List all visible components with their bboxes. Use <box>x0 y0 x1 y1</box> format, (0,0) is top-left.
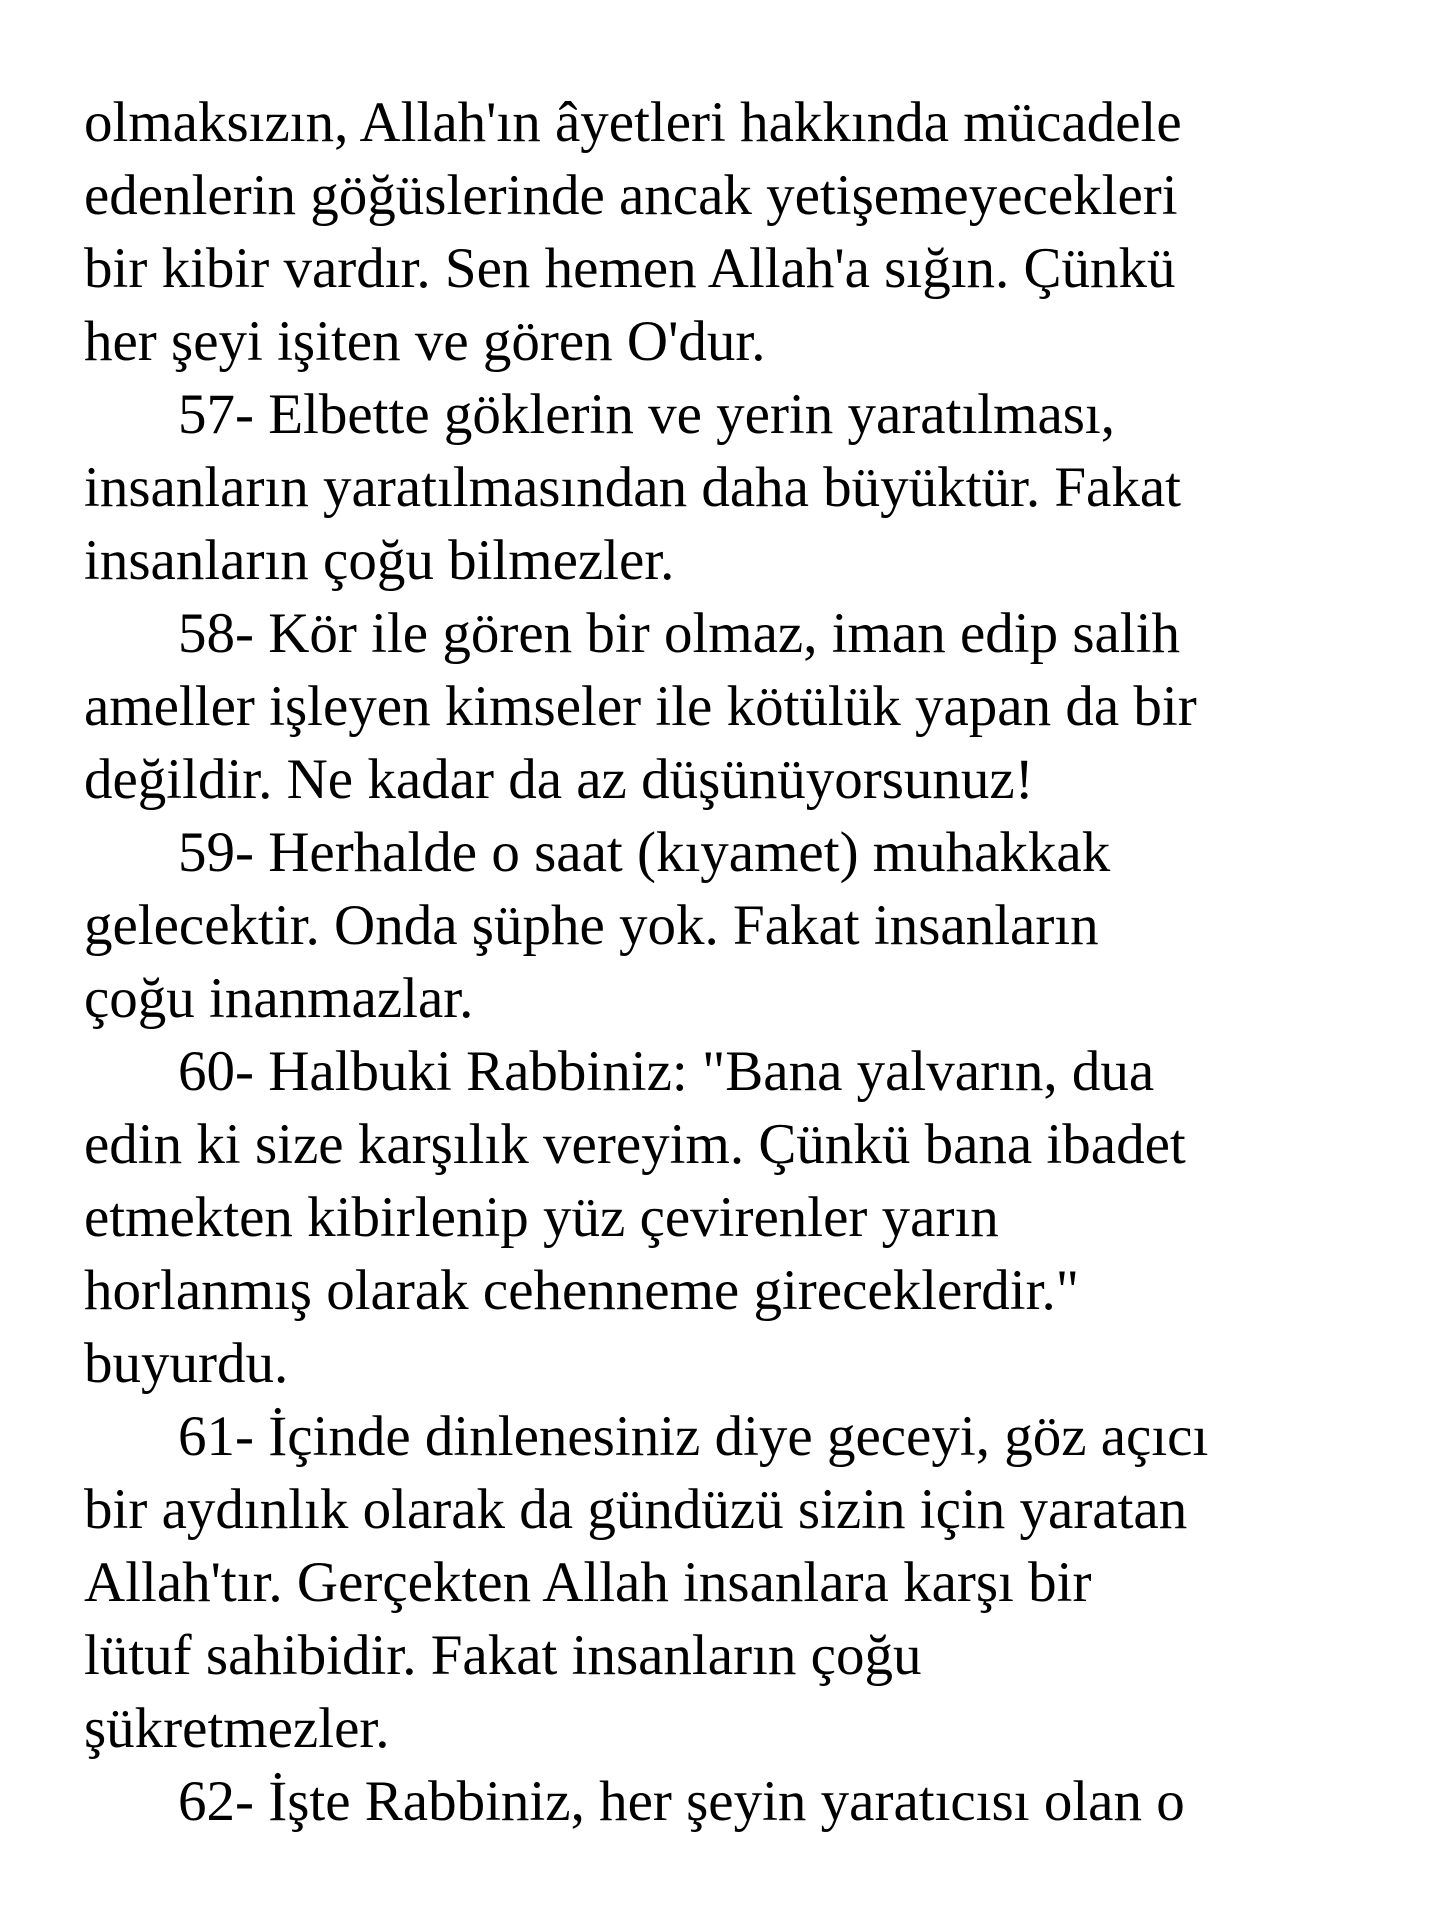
text-line: lütuf sahibidir. Fakat insanların çoğu <box>84 1624 922 1687</box>
verse-first-line: 62- İşte Rabbiniz, her şeyin yaratıcısı olan o <box>178 1770 1185 1833</box>
verse-first-line: 61- İçinde dinlenesiniz diye geceyi, göz açıcı <box>178 1405 1209 1468</box>
verse-first-line: 60- Halbuki Rabbiniz: "Bana yalvarın, dua <box>178 1040 1155 1103</box>
text-line: Allah'tır. Gerçekten Allah insanlara karşı bir <box>84 1551 1092 1614</box>
body-text <box>84 86 1384 1838</box>
text-line: bir kibir vardır. Sen hemen Allah'a sığın. Çünkü <box>84 237 1176 300</box>
text-line: insanların çoğu bilmezler. <box>84 529 675 592</box>
text-line: şükretmezler. <box>84 1697 390 1760</box>
text-line: etmekten kibirlenip yüz çevirenler yarın <box>84 1186 999 1249</box>
text-line: edin ki size karşılık vereyim. Çünkü bana ibadet <box>84 1113 1186 1176</box>
text-line: insanların yaratılmasından daha büyüktür. Fakat <box>84 456 1181 519</box>
text-line: gelecektir. Onda şüphe yok. Fakat insanların <box>84 894 1099 957</box>
text-line: bir aydınlık olarak da gündüzü sizin için yaratan <box>84 1478 1188 1541</box>
text-line: horlanmış olarak cehenneme gireceklerdir." <box>84 1259 1079 1322</box>
text-line: buyurdu. <box>84 1332 289 1395</box>
text-line: çoğu inanmazlar. <box>84 967 474 1030</box>
text-line: her şeyi işiten ve gören O'dur. <box>84 310 766 373</box>
verse-first-line: 59- Herhalde o saat (kıyamet) muhakkak <box>178 821 1111 884</box>
text-line: olmaksızın, Allah'ın âyetleri hakkında mücadele <box>84 91 1182 154</box>
text-line: ameller işleyen kimseler ile kötülük yapan da bir <box>84 675 1197 738</box>
verse-first-line: 58- Kör ile gören bir olmaz, iman edip salih <box>178 602 1180 665</box>
text-line: edenlerin göğüslerinde ancak yetişemeyecekleri <box>84 164 1178 227</box>
verse-first-line: 57- Elbette göklerin ve yerin yaratılması, <box>178 383 1116 446</box>
text-line: değildir. Ne kadar da az düşünüyorsunuz! <box>84 748 1034 811</box>
